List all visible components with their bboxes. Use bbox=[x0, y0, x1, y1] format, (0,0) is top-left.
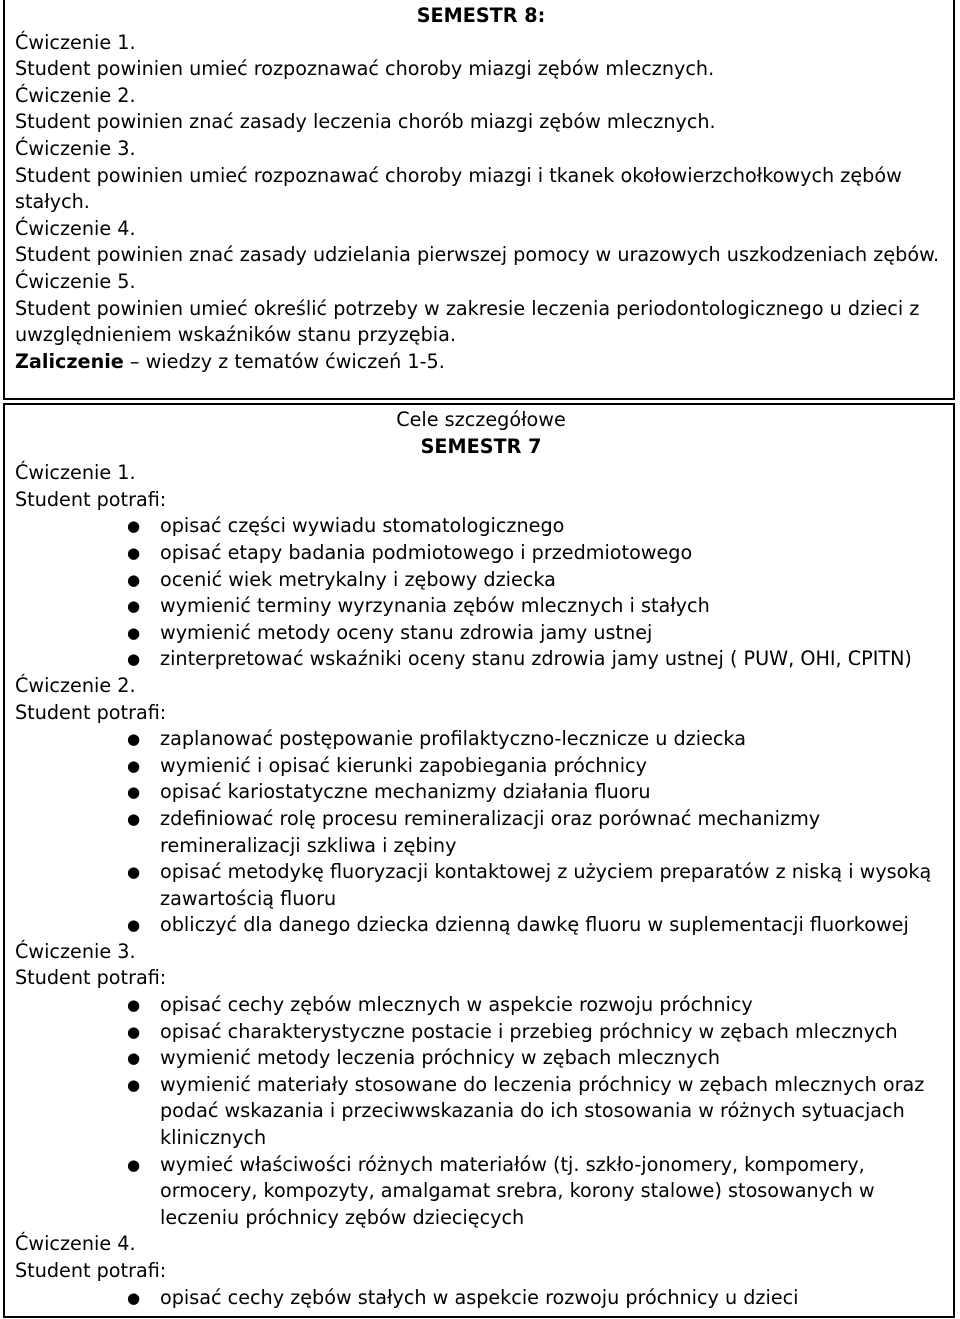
objective-item bbox=[15, 806, 947, 859]
bullet-icon: ● bbox=[127, 517, 141, 536]
objective-item bbox=[15, 1045, 947, 1072]
bullet-icon: ● bbox=[127, 1075, 141, 1094]
exercise-description: stałych. bbox=[15, 190, 90, 214]
objective-item bbox=[15, 646, 947, 673]
objective-text: ormocery, kompozyty, amalgamat srebra, korony stalowe) stosowanych w bbox=[160, 1179, 875, 1203]
objective-item bbox=[15, 859, 947, 912]
objective-item bbox=[15, 1152, 947, 1232]
exercise-label: Ćwiczenie 3. bbox=[15, 939, 136, 963]
objective-text: wymienić metody oceny stanu zdrowia jamy ustnej bbox=[160, 620, 653, 644]
bullet-icon: ● bbox=[127, 916, 141, 935]
credit-text: – wiedzy z tematów ćwiczeń 1-5. bbox=[123, 349, 445, 373]
exercise-label: Ćwiczenie 2. bbox=[15, 673, 136, 697]
objective-item bbox=[15, 912, 947, 939]
bullet-icon: ● bbox=[127, 1049, 141, 1068]
bullet-icon: ● bbox=[127, 1155, 141, 1174]
objective-item bbox=[15, 567, 947, 594]
objective-text: zinterpretować wskaźniki oceny stanu zdrowia jamy ustnej ( PUW, OHI, CPITN) bbox=[160, 647, 912, 671]
objective-text: leczeniu próchnicy zębów dziecięcych bbox=[160, 1205, 525, 1229]
semester7-title: SEMESTR 7 bbox=[420, 434, 542, 458]
objective-text: klinicznych bbox=[160, 1126, 267, 1150]
objectives-list bbox=[15, 513, 947, 673]
exercise-label: Ćwiczenie 2. bbox=[15, 83, 136, 107]
exercise-description: Student powinien umieć rozpoznawać choroby miazgi zębów mlecznych. bbox=[15, 57, 715, 81]
exercise-label: Ćwiczenie 4. bbox=[15, 216, 136, 240]
semester8-box bbox=[3, 0, 955, 400]
objective-text: zawartością fluoru bbox=[160, 886, 337, 910]
credit-line bbox=[15, 349, 947, 376]
bullet-icon: ● bbox=[127, 623, 141, 642]
objective-text: wymienić terminy wyrzynania zębów mlecznych i stałych bbox=[160, 594, 710, 618]
objective-text: opisać cechy zębów stałych w aspekcie rozwoju próchnicy u dzieci bbox=[160, 1285, 799, 1309]
exercise-description: Student powinien umieć rozpoznawać choroby miazgi i tkanek okołowierzchołkowych zębów bbox=[15, 163, 902, 187]
semester8-title: SEMESTR 8: bbox=[416, 4, 546, 27]
objective-item bbox=[15, 779, 947, 806]
semester7-content bbox=[15, 407, 947, 1311]
section-heading: Cele szczegółowe bbox=[396, 408, 566, 431]
objective-text: remineralizacji szkliwa i zębiny bbox=[160, 833, 457, 857]
objective-item bbox=[15, 593, 947, 620]
objective-item bbox=[15, 513, 947, 540]
objective-text: opisać charakterystyczne postacie i przebieg próchnicy w zębach mlecznych bbox=[160, 1019, 898, 1043]
objective-text: opisać metodykę fluoryzacji kontaktowej z użyciem preparatów z niską i wysoką bbox=[160, 860, 932, 884]
exercise-description: Student powinien znać zasady udzielania pierwszej pomocy w urazowych uszkodzeniach zębów. bbox=[15, 243, 940, 267]
bullet-icon: ● bbox=[127, 1022, 141, 1041]
bullet-icon: ● bbox=[127, 597, 141, 616]
student-can-label: Student potrafi: bbox=[15, 700, 167, 724]
objectives-list bbox=[15, 726, 947, 939]
exercise-description: Student powinien umieć określić potrzeby w zakresie leczenia periodontologicznego u dzieci z bbox=[15, 296, 920, 320]
bullet-icon: ● bbox=[127, 543, 141, 562]
objective-item bbox=[15, 620, 947, 647]
objective-item bbox=[15, 753, 947, 780]
exercise-label: Ćwiczenie 1. bbox=[15, 30, 136, 54]
objectives-list bbox=[15, 992, 947, 1231]
objective-text: opisać kariostatyczne mechanizmy działania fluoru bbox=[160, 780, 651, 804]
student-can-label: Student potrafi: bbox=[15, 487, 167, 511]
objective-text: podać wskazania i przeciwwskazania do ich stosowania w różnych sytuacjach bbox=[160, 1099, 905, 1123]
objective-item bbox=[15, 1072, 947, 1152]
objective-item bbox=[15, 726, 947, 753]
objective-text: opisać etapy badania podmiotowego i przedmiotowego bbox=[160, 540, 693, 564]
exercise-label: Ćwiczenie 1. bbox=[15, 461, 136, 485]
semester8-content bbox=[15, 3, 947, 375]
bullet-icon: ● bbox=[127, 570, 141, 589]
exercise-label: Ćwiczenie 3. bbox=[15, 136, 136, 160]
objective-item bbox=[15, 1019, 947, 1046]
exercise-label: Ćwiczenie 4. bbox=[15, 1232, 136, 1256]
objective-text: wymienić i opisać kierunki zapobiegania próchnicy bbox=[160, 753, 647, 777]
bullet-icon: ● bbox=[127, 809, 141, 828]
objective-item bbox=[15, 1285, 947, 1312]
bullet-icon: ● bbox=[127, 996, 141, 1015]
student-can-label: Student potrafi: bbox=[15, 1259, 167, 1282]
objective-text: wymieć właściwości różnych materiałów (tj. szkło-jonomery, kompomery, bbox=[160, 1152, 865, 1176]
objective-text: wymienić metody leczenia próchnicy w zębach mlecznych bbox=[160, 1046, 720, 1070]
objective-text: obliczyć dla danego dziecka dzienną dawkę fluoru w suplementacji fluorkowej bbox=[160, 913, 909, 937]
objective-text: ocenić wiek metrykalny i zębowy dziecka bbox=[160, 567, 556, 591]
bullet-icon: ● bbox=[127, 783, 141, 802]
objective-text: wymienić materiały stosowane do leczenia próchnicy w zębach mlecznych oraz bbox=[160, 1072, 925, 1096]
objective-item bbox=[15, 540, 947, 567]
exercise-description: Student powinien znać zasady leczenia chorób miazgi zębów mlecznych. bbox=[15, 110, 716, 134]
credit-label: Zaliczenie bbox=[15, 349, 124, 373]
semester7-box bbox=[3, 403, 955, 1318]
objective-text: zaplanować postępowanie profilaktyczno-lecznicze u dziecka bbox=[160, 727, 746, 751]
objective-text: opisać cechy zębów mlecznych w aspekcie rozwoju próchnicy bbox=[160, 993, 753, 1017]
objectives-list bbox=[15, 1285, 947, 1312]
bullet-icon: ● bbox=[127, 1288, 141, 1307]
student-can-label: Student potrafi: bbox=[15, 966, 167, 990]
objective-text: opisać części wywiadu stomatologicznego bbox=[160, 514, 565, 538]
bullet-icon: ● bbox=[127, 650, 141, 669]
bullet-icon: ● bbox=[127, 730, 141, 749]
bullet-icon: ● bbox=[127, 863, 141, 882]
objective-text: zdefiniować rolę procesu remineralizacji oraz porównać mechanizmy bbox=[160, 806, 821, 830]
objective-item bbox=[15, 992, 947, 1019]
exercise-label: Ćwiczenie 5. bbox=[15, 269, 136, 293]
exercise-description: uwzględnieniem wskaźników stanu przyzębia. bbox=[15, 323, 456, 347]
bullet-icon: ● bbox=[127, 756, 141, 775]
